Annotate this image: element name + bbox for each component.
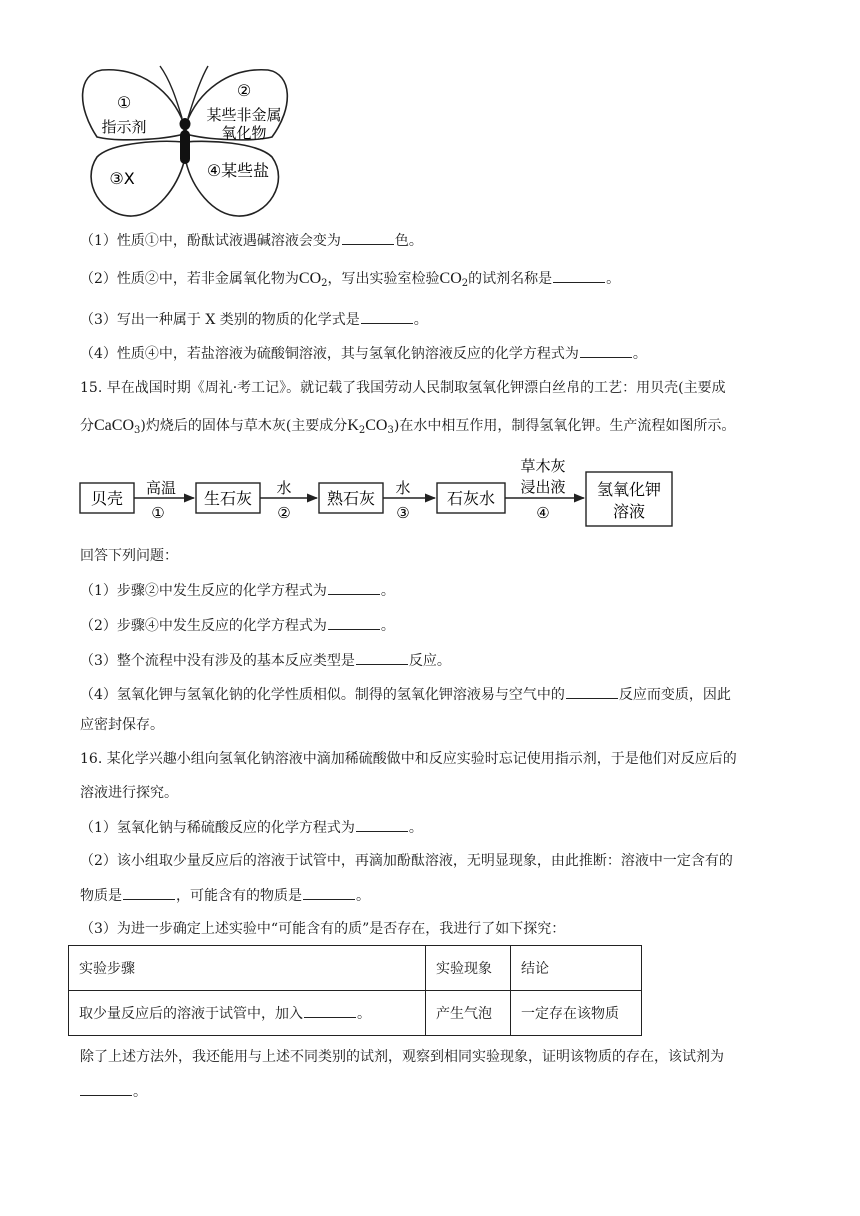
process-flowchart	[76, 456, 680, 532]
svg-text:石灰水: 石灰水	[446, 489, 496, 508]
svg-text:贝壳: 贝壳	[90, 489, 124, 508]
butterfly-head	[180, 118, 191, 130]
wing2-label-line1: 某些非金属	[206, 106, 282, 124]
answer-blank	[356, 817, 408, 832]
table-cell: 产生气泡	[426, 991, 511, 1036]
svg-text:②: ②	[277, 504, 291, 522]
q15-intro-line1: 15. 早在战国时期《周礼·考工记》。就记载了我国劳动人民制取氢氧化钾漂白丝帛的工艺：用贝壳(主要成	[80, 380, 726, 396]
answer-blank	[566, 684, 618, 699]
svg-text:水: 水	[276, 479, 292, 497]
answer-blank	[328, 615, 380, 630]
svg-text:熟石灰: 熟石灰	[326, 489, 376, 508]
answer-blank	[328, 580, 380, 595]
answer-blank	[356, 650, 408, 665]
q15-part1: （1）步骤②中发生反应的化学方程式为 。	[80, 580, 395, 601]
answer-blank	[123, 885, 175, 900]
answer-blank	[361, 309, 413, 324]
table-header-row	[69, 946, 642, 991]
q15-part4: （4）氢氧化钾与氢氧化钠的化学性质相似。制得的氢氧化钾溶液易与空气中的 反应而变质，因此	[80, 684, 731, 705]
q16-intro-line1: 16. 某化学兴趣小组向氢氧化钠溶液中滴加稀硫酸做中和反应实验时忘记使用指示剂，于是他们对反应后的	[80, 751, 737, 767]
wing1-label: 指示剂	[101, 118, 147, 136]
q14-part3: （3）写出一种属于 X 类别的物质的化学式是 。	[80, 309, 428, 330]
q15-intro-line2: 分CaCO$_3$)灼烧后的固体与草木灰(主要成分$K_2CO_3$)在水中相互作用，制得氢氧化钾。生产流程如图所示。	[80, 417, 736, 436]
answer-blank	[553, 268, 605, 283]
q16-tail-line1: 除了上述方法外，我还能用与上述不同类别的试剂，观察到相同实验现象，证明该物质的存在，该试剂为	[80, 1049, 724, 1065]
answer-blank	[580, 343, 632, 358]
q16-part1: （1）氢氧化钠与稀硫酸反应的化学方程式为 。	[80, 817, 423, 838]
q15-part4-cont: 应密封保存。	[80, 717, 164, 733]
table-cell: 取少量反应后的溶液于试管中，加入 。	[69, 991, 426, 1036]
wing3-label: ③X	[109, 169, 135, 188]
svg-text:生石灰: 生石灰	[203, 489, 253, 508]
table-cell: 一定存在该物质	[511, 991, 642, 1036]
answer-blank	[304, 1003, 356, 1018]
q15-answer-prompt: 回答下列问题：	[80, 548, 178, 564]
q16-part3: （3）为进一步确定上述实验中“可能含有的质”是否存在，我进行了如下探究：	[80, 921, 566, 937]
q16-part2-line2: 物质是 ，可能含有的物质是 。	[80, 885, 370, 906]
q16-tail-line2: 。	[80, 1081, 147, 1102]
svg-text:①: ①	[151, 504, 165, 522]
table-header-cell: 实验步骤	[69, 946, 426, 991]
wing2-label-line2: 氧化物	[221, 124, 267, 142]
q16-intro-line2: 溶液进行探究。	[80, 785, 178, 801]
butterfly-body	[180, 130, 190, 164]
svg-text:浸出液: 浸出液	[520, 478, 566, 496]
wing-lower-left	[91, 141, 184, 216]
svg-text:③: ③	[396, 504, 410, 522]
answer-blank	[303, 885, 355, 900]
table-row	[69, 991, 642, 1036]
wing2-number: ②	[236, 81, 252, 100]
svg-text:溶液: 溶液	[612, 502, 646, 521]
table-header-cell: 结论	[511, 946, 642, 991]
experiment-table	[68, 945, 642, 1036]
q14-part1: （1）性质①中，酚酞试液遇碱溶液会变为 色。	[80, 230, 423, 251]
svg-text:氢氧化钾: 氢氧化钾	[596, 480, 662, 499]
svg-text:水: 水	[395, 479, 411, 497]
q15-part2: （2）步骤④中发生反应的化学方程式为 。	[80, 615, 395, 636]
wing1-number: ①	[116, 93, 132, 112]
svg-text:草木灰: 草木灰	[520, 457, 566, 475]
butterfly-diagram	[72, 62, 297, 222]
q15-part3: （3）整个流程中没有涉及的基本反应类型是 反应。	[80, 650, 451, 671]
table-header-cell: 实验现象	[426, 946, 511, 991]
q14-part4: （4）性质④中，若盐溶液为硫酸铜溶液，其与氢氧化钠溶液反应的化学方程式为 。	[80, 343, 647, 364]
wing4-label: ④某些盐	[206, 161, 270, 180]
svg-text:高温: 高温	[145, 479, 177, 497]
q16-part2-line1: （2）该小组取少量反应后的溶液于试管中，再滴加酚酞溶液，无明显现象，由此推断：溶液中一定含有的	[80, 853, 733, 869]
answer-blank	[80, 1081, 132, 1096]
svg-text:④: ④	[536, 504, 550, 522]
answer-blank	[342, 230, 394, 245]
q14-part2: （2）性质②中，若非金属氧化物为$CO_2$，写出实验室检验$CO_2$的试剂名称是 。	[80, 270, 621, 289]
